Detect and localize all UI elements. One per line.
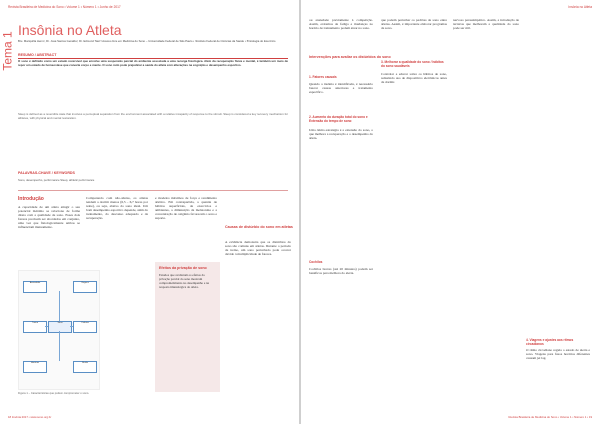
right-page: [301, 0, 600, 424]
section-tab-label: Tema 1: [0, 31, 15, 71]
keywords: Sono, desempenho, performance Sleep, athletic performance: [18, 178, 95, 182]
subheading-4: 3. Melhorar a qualidade do sono / hábitos do sono saudáveis: [381, 60, 444, 68]
authors: Bru. Mariquiña Henn¹, Dr. José Santos Geraldo², Dr. Edmond Taw³ ¹Acesso livre em Medicina do Sono – Universidade Federal de São Paulo • ²Instituto Federal de Ciências da Saúde • ³Fisiologia do Exercício: [18, 39, 276, 43]
article-title: Insônia no Atleta: [18, 22, 122, 38]
abstract-pt: O sono é definido como um estado reversível que envolve uma suspensão parcial do ambiente associada a uma recarga fisiológica. Além da recuperação física e mental, é também um meio de repor um estado de homeostase que conecta corpo e mente. O sono ruim pode prejudicar a saúde do atleta com alterações na cognição e desempenho esportivo.: [18, 59, 288, 67]
subheading-3: Cochilos: [309, 260, 323, 264]
intro-text: A capacidade de um atleta atingir o seu potencial máximo se relaciona de forma direta com a qualidade de sono. Esses dois fatores precisam ser abordados em conjunto, uma vez que fisiologicamente ambos se influenciam mutuamente.: [18, 205, 80, 230]
running-head-left: Revista Brasileira de Medicina do Sono • Volume 1 • Número 1 • Junho de 2017: [8, 5, 121, 9]
intro-heading: Introdução: [18, 196, 44, 202]
keywords-heading: PALAVRAS-CHAVE / KEYWORDS: [18, 171, 75, 175]
figure-connector: [45, 326, 48, 327]
section-divider: [18, 190, 288, 191]
box-text: Estudos que avaliaram os efeitos da privação parcial do sono mostram comprometimento no desempenho e na resposta imunológica do atleta.: [159, 273, 210, 289]
column3-heading: Causas de distúrbio do sono em atletas: [225, 225, 293, 229]
box-heading: Efeitos da privação de sono: [159, 266, 207, 270]
figure-box-2: Viagens: [73, 281, 97, 293]
subheading-5-text: O ritmo circadiano regula o estado de alerta e sono. Viagens para fusos horários diferentes causam jet lag.: [526, 348, 590, 361]
column3-text: e modelos máximos de força e rendimento atlético. Em contrapartida, a quantia de hábitos superficiais, de exercícios e ambientes, a diminuição da melatonina e a concentração de oxigênio favorecem o sono e suporte.: [155, 196, 217, 221]
sidebar-box: [155, 262, 220, 392]
figure-box-1: Ansiedade: [23, 281, 47, 293]
subheading-1-text: Quando a insônia é identificada, é necessário buscar causas anteriores e tratamento específico.: [309, 82, 373, 95]
figure-connector: [59, 331, 60, 361]
figure-connector: [59, 291, 60, 321]
footer-right: Revista Brasileira de Medicina do Sono • Volume 1 • Número 1 • 19: [508, 415, 592, 419]
right-col3-text: nervoso parassimpático. Assim, a introdução de técnicas que melhoram a qualidade do sono pode ser útil.: [453, 18, 519, 31]
figure-box-3: Treino: [23, 321, 47, 333]
column3-text2: A evidência demonstra que os distúrbios do sono são comuns em atletas. Durante o período de treino, um sono perturbado pode ocorrer devido à multiplicidade de fatores.: [225, 240, 291, 257]
running-head-right: Insônia no Atleta: [568, 5, 592, 9]
figure-box-6: Ruído: [73, 361, 97, 373]
right-col2-text: que podem perturbar os padrões de sono entre atletas. Assim, é importante elaborar programas de sono.: [381, 18, 447, 31]
footer-left: 18 Insônia 2017 • www.sono.org.br: [8, 415, 52, 419]
subheading-4-text: Controlar e educar sobre os hábitos de sono, reduzindo uso de dispositivos eletrônicos antes de dormir.: [381, 72, 447, 85]
figure-box-5: Horários: [23, 361, 47, 373]
right-col1-heading: Intervenções para avaliar os distúrbios do sono: [309, 55, 391, 59]
right-col1-text: ou ansiedade previamente à competição. Assim, extremos de fadiga e mudanças no horário de treinamento podem atuar no sono.: [309, 18, 373, 31]
subheading-2: 2. Aumento da duração total do sono e Extensão do tempo de sono: [309, 115, 368, 123]
abstract-en: Sleep is defined as a reversible state that involves a perceptual separation from the environment associated with a relative incapacity of response to the stimuli. Sleep is considered a key recovery mechanism for athletes, with physical and mental restoration.: [18, 112, 288, 120]
figure-diagram: [18, 270, 100, 390]
left-page: [0, 0, 299, 424]
subheading-1: 1. Fatores causais: [309, 75, 337, 79]
subheading-2-text: Uma ótima estratégia é a extensão do sono, o que melhora a recuperação e o desempenho do atleta.: [309, 128, 373, 141]
subheading-5: 4. Viagens e ajustes aos ritmos circadianos: [526, 338, 574, 346]
figure-box-4: Cafeína: [73, 321, 97, 333]
abstract-heading: RESUMO / ABSTRACT: [18, 53, 57, 57]
figure-connector: [70, 326, 73, 327]
subheading-3-text: Cochilos breves (até 20 minutos) podem ser benéficos para melhora do alerta.: [309, 267, 373, 276]
figure-caption: Figura 1 – Características que podem comprometer o sono.: [18, 392, 90, 395]
section-tab: [2, 24, 16, 82]
column2-text: Comparando com não-atletas, os atletas tendem a dormir menos (6,5 – 6,7 horas por noite), ou seja, abaixo do sono ideal. Um bom desempenho esportivo depende, além do treinamento, do descanso adequado e da recuperação.: [86, 196, 148, 221]
figure-center-box: Sono: [48, 321, 72, 333]
